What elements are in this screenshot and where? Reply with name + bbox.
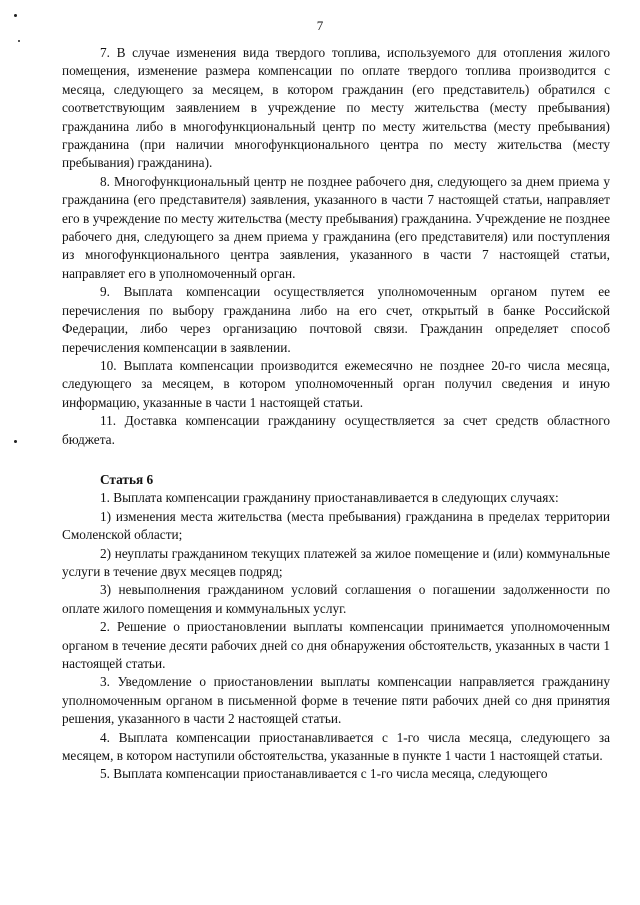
scan-speck <box>14 440 17 443</box>
article-6-part-3: 3. Уведомление о приостановлении выплаты компенсации направляется гражданину уполномоченным органом в письменной форме в течение пяти рабочих дней со дня принятия решения, указанного в части 2 настоящей статьи. <box>62 674 610 727</box>
scan-speck <box>18 40 20 42</box>
article-6-part-4: 4. Выплата компенсации приостанавливается с 1-го числа месяца, следующего за месяцем, в котором наступили обстоятельства, указанные в пункте 1 части 1 настоящей статьи. <box>62 729 610 764</box>
paragraph-11: 11. Доставка компенсации гражданину осуществляется за счет средств областного бюджета. <box>62 413 610 447</box>
article-6-item-1: 1) изменения места жительства (места пребывания) гражданина в пределах территории Смоленской области; <box>62 508 610 543</box>
article-6-part-1: 1. Выплата компенсации гражданину приостанавливается в следующих случаях: <box>100 490 559 506</box>
article-heading: Статья 6 <box>100 471 154 487</box>
article-6-part-2: 2. Решение о приостановлении выплаты компенсации принимается уполномоченным органом в течение десяти рабочих дней со дня обнаружения обстоятельств, указанных в части 1 настоящей статьи. <box>62 619 610 671</box>
document-body <box>62 44 610 784</box>
paragraph-10: 10. Выплата компенсации производится ежемесячно не позднее 20-го числа месяца, следующего за месяцем, в котором уполномоченный орган получил сведения и иную информацию, указанные в части 1 настоящей статьи. <box>62 357 610 410</box>
paragraph-9: 9. Выплата компенсации осуществляется уполномоченным органом путем ее перечисления по выбору гражданина либо на его счет, открытый в банке Российской Федерации, либо через организацию почтовой связи. Гражданин определяет способ перечисления компенсации в заявлении. <box>62 284 610 355</box>
paragraph-8: 8. Многофункциональный центр не позднее рабочего дня, следующего за днем приема у гражданина (его представителя) заявления, указанного в части 7 настоящей статьи, направляет его в учреждение по месту жительства (месту пребывания) гражданина. Учреждение не позднее рабочего дня, следующего за днем приема у гражданина (его представителя) или поступления из многофункционального центра заявления, указанного в части 7 настоящей статьи, направляет его в уполномоченный орган. <box>62 173 610 281</box>
page-number: 7 <box>316 18 324 33</box>
article-6-part-5: 5. Выплата компенсации приостанавливается с 1-го числа месяца, следующего <box>100 766 548 782</box>
paragraph-7: 7. В случае изменения вида твердого топлива, используемого для отопления жилого помещения, изменение размера компенсации по оплате твердого топлива производится с месяца, следующего за месяцем, в котором гражданин (его представитель) обратился с соответствующим заявлением в учреждение по месту жительства (месту пребывания) гражданина либо в многофункциональный центр по месту жительства (месту пребывания) гражданина (при наличии многофункционального центра по месту жительства (месту пребывания) гражданина). <box>62 45 610 171</box>
article-6-item-3: 3) невыполнения гражданином условий соглашения о погашении задолженности по оплате жилого помещения и коммунальных услуг. <box>62 582 610 616</box>
scan-speck <box>14 14 17 17</box>
article-6-item-2: 2) неуплаты гражданином текущих платежей за жилое помещение и (или) коммунальные услуги в течение двух месяцев подряд; <box>62 545 610 579</box>
